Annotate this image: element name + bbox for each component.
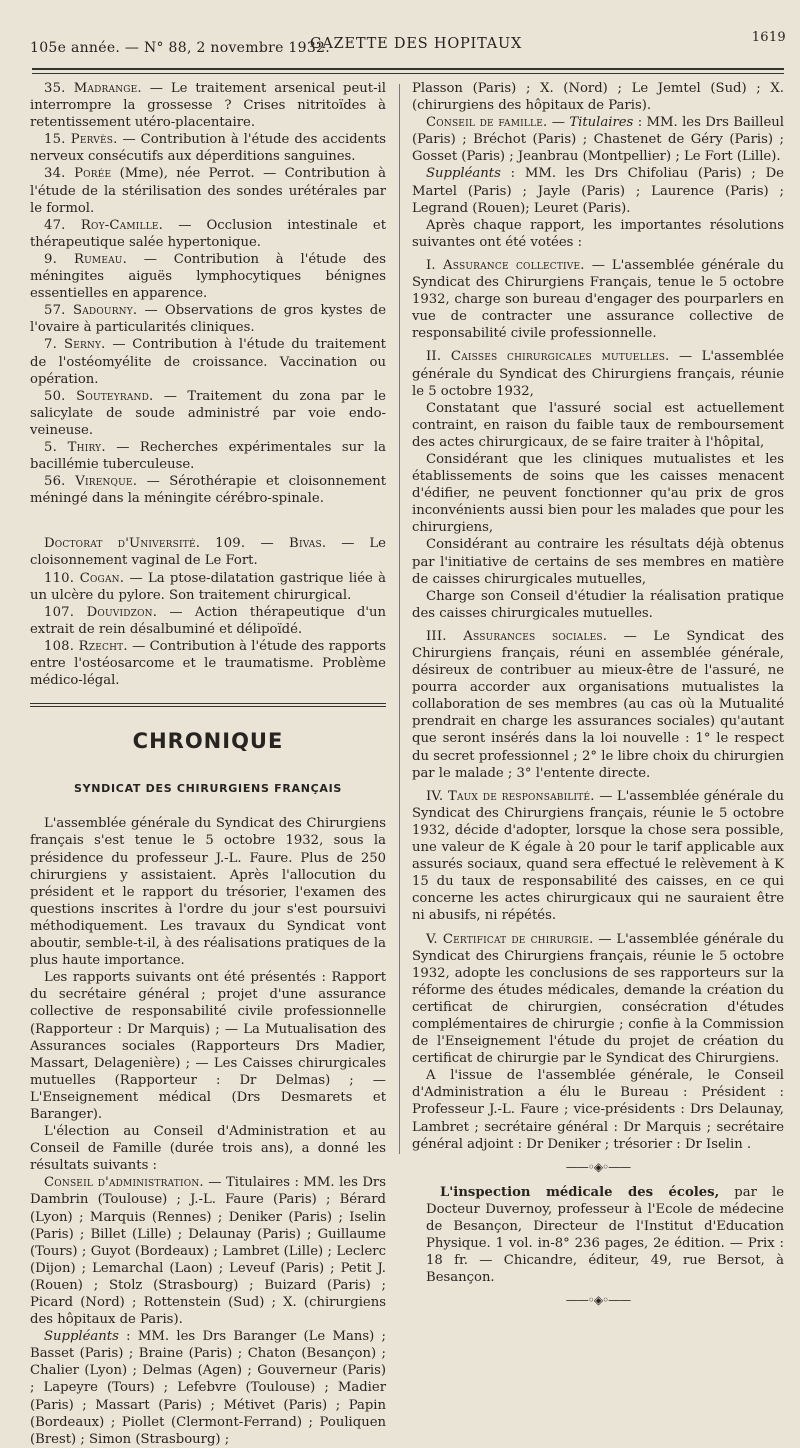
journal-title: GAZETTE DES HOPITAUX <box>310 36 523 52</box>
resolution: III. Assurances sociales. — Le Syndicat des Chirurgiens français, réuni en assemblée générale, désireux de contribuer au mieux-être de l'assuré, ne pourra accorder aux organisations mutualistes la collaboration de ses membres (au cas où la Mutualité prendrait en charge les assurances sociales) qu'autant que seront insérés dans la loi nouvelle : 1° le respect du secret professionnel ; 2° le libre choix du chirurgien par le malade ; 3° l'entente directe. <box>412 628 785 781</box>
list-item: 50. Souteyrand. — Traitement du zona par le salicylate de soude administré par voie endo-veineuse. <box>30 388 386 438</box>
syndicat-heading: SYNDICAT DES CHIRURGIENS FRANÇAIS <box>73 782 343 796</box>
column-divider <box>399 84 400 1154</box>
paragraph: Suppléants : MM. les Drs Chifoliau (Paris) ; De Martel (Paris) ; Jayle (Paris) ; Laurence (Paris) ; Legrand (Rouen); Leuret (Paris). <box>412 166 784 216</box>
list-item: 5. Thiry. — Recherches expérimentales sur la bacillémie tuberculeuse. <box>30 439 386 473</box>
doctorat-list <box>30 535 386 689</box>
paragraph: Conseil de famille. — Titulaires : MM. les Drs Bailleul (Paris) ; Bréchot (Paris) ; Chastenet de Géry (Paris) ; Gosset (Paris) ; Jeanbrau (Montpellier) ; Le Fort (Lille). <box>412 115 784 165</box>
ornament-divider: ——◦◈◦—— <box>565 1292 631 1307</box>
paragraph: L'assemblée générale du Syndicat des Chirurgiens français s'est tenue le 5 octobre 1932, sous la présidence du professeur J.-L. Faure. Plus de 250 chirurgiens y assistaient. Après l'allocution du président et le rapport du trésorier, l'examen des questions inscrites à l'ordre du jour s'est poursuivi méthodiquement. Les travaux du Syndicat vont aboutir, semble-t-il, à des réalisations pratiques de la plus haute importance. <box>30 816 386 969</box>
paragraph: Les rapports suivants ont été présentés : Rapport du secrétaire général ; projet d'une assurance collective de responsabilité civile professionnelle (Rapporteur : Dr Marquis) ; — La Mutualisation des Assurances sociales (Rapporteurs Drs Madier, Massart, Delagenière) ; — Les Caisses chirurgicales mutuelles (Rapporteur : Dr Delmas) ; — L'Enseignement médical (Drs Desmarets et Baranger). <box>30 970 386 1122</box>
paragraph: Considérant au contraire les résultats déjà obtenus par l'initiative de certains de ses membres en matière de caisses chirurgicales mutuelles, <box>412 537 784 587</box>
issue-info: 105e année. — N° 88, 2 novembre 1932. <box>30 40 331 56</box>
paragraph: Après chaque rapport, les importantes résolutions suivantes ont été votées : <box>412 217 784 250</box>
paragraph: Charge son Conseil d'étudier la réalisation pratique des caisses chirurgicales mutuelles. <box>412 588 784 621</box>
header-rule-top <box>32 68 784 70</box>
resolution: IV. Taux de responsabilité. — L'assemblée générale du Syndicat des Chirurgiens français, réunie le 5 octobre 1932, décide d'adopter, lorsque la chose sera possible, une valeur de K égale à 20 pour le tarif applicable aux assurés sociaux, quand sera effectué le relèvement à K 15 du taux de responsabilité des caisses, en ce qui concerne les actes chirurgicaux qui ne sauraient être ni abusifs, ni répétés. <box>412 788 785 924</box>
paragraph: Constatant que l'assuré social est actuellement contraint, en raison du faible taux de remboursement des actes chirurgicaux, de se faire traiter à l'hôpital, <box>412 400 784 450</box>
paragraph: A l'issue de l'assemblée générale, le Conseil d'Administration a élu le Bureau : Président : Professeur J.-L. Faure ; vice-présidents : Drs Delaunay, Lambret ; secrétaire général : Dr Marquis ; secrétaire général adjoint : Dr Deniker ; trésorier : Dr Iselin . <box>412 1068 784 1152</box>
list-item: 34. Porée (Mme), née Perrot. — Contribution à l'étude de la stérilisation des sondes urétérales par le formol. <box>30 166 386 216</box>
list-item: 57. Sadourny. — Observations de gros kystes de l'ovaire à particularités cliniques. <box>30 303 386 336</box>
list-item: 7. Serny. — Contribution à l'étude du traitement de l'ostéomyélite de croissance. Vaccination ou opération. <box>30 337 386 387</box>
resolution: I. Assurance collective. — L'assemblée générale du Syndicat des Chirurgiens Français, tenue le 5 octobre 1932, charge son bureau d'engager des pourparlers en vue de contracter une assurance collective de responsabilité civile professionnelle. <box>412 257 785 342</box>
section-rule <box>30 703 386 707</box>
chronique-heading: CHRONIQUE <box>132 729 284 754</box>
resolution: V. Certificat de chirurgie. — L'assemblée générale du Syndicat des Chirurgiens français, réunie le 5 octobre 1932, adopte les conclusions de ses rapporteurs sur la réforme des études médicales, demande la création du certificat de chirurgien, consécration d'études complémentaires de chirurgie ; confie à la Commission de l'Enseignement l'étude du projet de création du certificat de chirurgie par le Syndicat des Chirurgiens. <box>412 931 784 1067</box>
list-item: Doctorat d'Université. 109. — Bivas. — Le cloisonnement vaginal de Le Fort. <box>30 536 386 569</box>
ornament-divider: ——◦◈◦—— <box>565 1159 631 1174</box>
thesis-list <box>30 80 386 507</box>
paragraph: Conseil d'administration. — Titulaires : MM. les Drs Dambrin (Toulouse) ; J.-L. Faure (Paris) ; Bérard (Lyon) ; Marquis (Rennes) ; Deniker (Paris) ; Iselin (Paris) ; Billet (Lille) ; Delaunay (Paris) ; Guillaume (Tours) ; Guyot (Bordeaux) ; Lambret (Lille) ; Leclerc (Dijon) ; Lemarchal (Laon) ; Leveuf (Paris) ; Petit J. (Rouen) ; Stolz (Strasbourg) ; Buizard (Paris) ; Picard (Nord) ; Rottenstein (Sud) ; X. (chirurgiens des hôpitaux de Paris). <box>30 1175 386 1328</box>
list-item: 107. Douvidzon. — Action thérapeutique d'un extrait de rein désalbuminé et délipoïdé. <box>30 604 386 637</box>
list-item: 35. Madrange. — Le traitement arsenical peut-il interrompre la grossesse ? Crises nitritoïdes à retentissement utéro-placentaire. <box>30 81 386 131</box>
book-notice: L'inspection médicale des écoles, par le Docteur Duvernoy, professeur à l'Ecole de médecine de Besançon, Directeur de l'Institut d'Education Physique. 1 vol. in-8° 236 pages, 2e édition. — Prix : 18 fr. — Chicandre, éditeur, 49, rue Bersot, à Besançon. <box>426 1184 784 1285</box>
paragraph: Considérant que les cliniques mutualistes et les établissements de soins que les caisses menacent d'édifier, ne peuvent fonctionner qu'au prix de gros inconvénients aussi bien pour les malades que pour les chirurgiens, <box>412 451 784 536</box>
list-item: 108. Rzecht. — Contribution à l'étude des rapports entre l'ostéosarcome et le traumatisme. Problème médico-légal. <box>30 638 386 689</box>
right-column <box>412 80 784 1317</box>
list-item: 15. Pervès. — Contribution à l'étude des accidents nerveux consécutifs aux déperditions sanguines. <box>30 132 386 165</box>
paragraph: Plasson (Paris) ; X. (Nord) ; Le Jemtel (Sud) ; X. (chirurgiens des hôpitaux de Paris). <box>412 81 784 114</box>
left-column <box>30 80 386 1448</box>
page-number: 1619 <box>751 30 786 45</box>
resolution: II. Caisses chirurgicales mutuelles. — L'assemblée générale du Syndicat des Chirurgiens français, réunie le 5 octobre 1932, <box>412 349 784 399</box>
page-header <box>30 30 790 60</box>
list-item: 56. Virenque. — Sérothérapie et cloisonnement méningé dans la méningite cérébro-spinale. <box>30 474 386 507</box>
paragraph: Suppléants : MM. les Drs Baranger (Le Mans) ; Basset (Paris) ; Braine (Paris) ; Chaton (Besançon) ; Chalier (Lyon) ; Delmas (Agen) ; Gouverneur (Paris) ; Lapeyre (Tours) ; Lefebvre (Toulouse) ; Madier (Paris) ; Massart (Paris) ; Métivet (Paris) ; Papin (Bordeaux) ; Piollet (Clermont-Ferrand) ; Pouliquen (Brest) ; Simon (Strasbourg) ; <box>30 1329 386 1447</box>
list-item: 47. Roy-Camille. — Occlusion intestinale et thérapeutique salée hypertonique. <box>30 217 387 250</box>
paragraph: L'élection au Conseil d'Administration et au Conseil de Famille (durée trois ans), a donné les résultats suivants : <box>30 1124 386 1174</box>
doctorat-heading: Doctorat d'Université. <box>44 536 201 552</box>
list-item: 110. Cogan. — La ptose-dilatation gastrique liée à un ulcère du pylore. Son traitement chirurgical. <box>30 570 386 603</box>
header-rule-bottom <box>32 73 784 74</box>
list-item: 9. Rumeau. — Contribution à l'étude des méningites aiguës lymphocytiques bénignes essentielles en apparence. <box>30 251 386 302</box>
